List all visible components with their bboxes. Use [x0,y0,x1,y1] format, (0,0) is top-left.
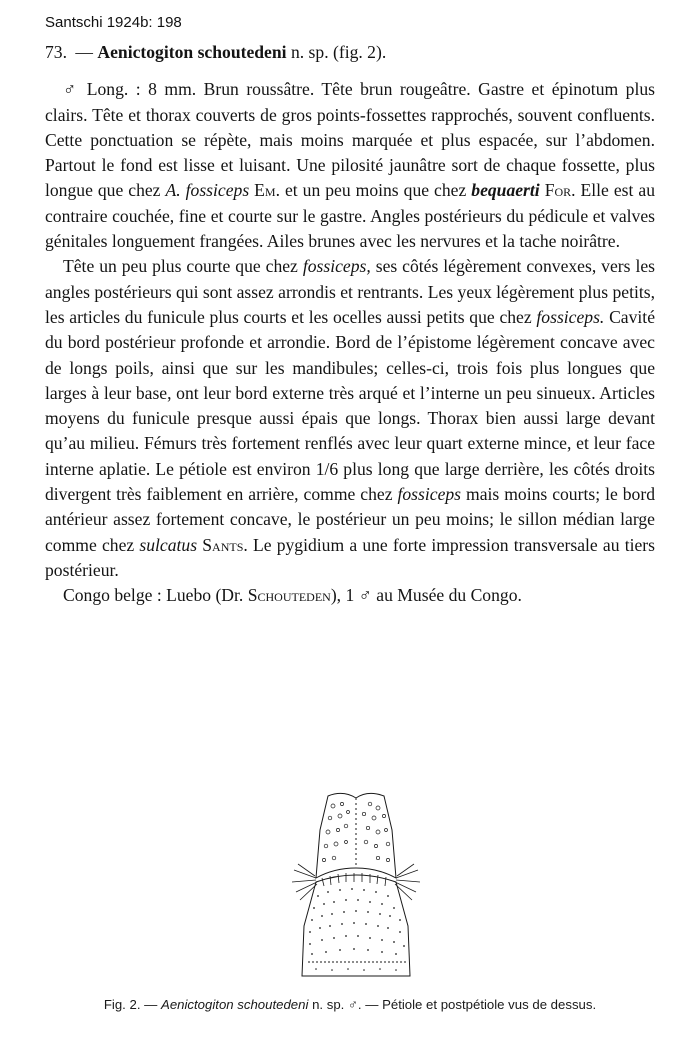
text-run: n. sp. [308,997,348,1012]
locality-paragraph [45,583,655,608]
author-abbrev: Em. [249,180,280,201]
collector-name: Schouteden [247,585,331,606]
description-paragraph-1 [45,77,655,254]
text-run: au Musée du Congo. [371,585,522,606]
italic-taxon: A. fossiceps [165,180,250,201]
italic-taxon: Aenictogiton schoutedeni [161,997,309,1012]
text-run: ), 1 [330,585,359,606]
species-name: Aenictogiton schoutedeni [97,42,287,62]
text-run: mais moins courts; le bord antérieur assez fortement concave, le postérieur un peu moins; le sillon médian large comme chez [45,484,655,555]
text-run: Fig. 2. — [103,997,162,1012]
heading-dash: — [75,42,93,62]
italic-taxon: fossiceps. [536,306,605,327]
author-abbrev: For. [544,180,576,201]
figure-caption [45,997,655,1012]
italic-taxon: fossiceps [397,484,462,505]
italic-taxon: sulcatus [139,534,198,555]
article-body [45,40,655,609]
male-symbol: ♂ [348,997,358,1012]
heading-suffix: n. sp. (fig. 2). [290,42,387,62]
italic-taxon: bequaerti [471,180,540,201]
species-heading [45,40,655,65]
text-run: Congo belge : Luebo (Dr. [63,585,248,606]
male-symbol: ♂ [63,79,80,100]
text-run: ses côtés légèrement convexes, vers les angles postérieurs qui sont assez arrondis et rentrants. Les yeux légèrement plus petits, les articles du funicule plus courts et les ocelles aussi petits que chez [45,256,655,327]
italic-taxon: fossiceps, [302,256,371,277]
text-run: Tête un peu plus courte que chez [63,256,303,277]
male-symbol: ♂ [358,585,372,606]
text-run: Long. : 8 mm. Brun roussâtre. Tête brun rougeâtre. Gastre et épinotum plus clairs. Tête et thorax couverts de gros points-fossettes rapprochés, souvent confluents. Cette ponctuation se répète, mais moins marquée et plus espacée, sur l’abdomen. Partout le fond est lisse et luisant. Une pilosité jaunâtre sort de chaque fossette, plus longue que chez [45,79,655,201]
text-run: Cavité du bord postérieur profonde et arrondie. Bord de l’épistome légèrement concave avec de longs poils, ainsi que sur les mandibules; celles-ci, trois fois plus longues que larges à leur base, ont leur bord externe très arqué et l’interne un peu sinueux. Articles moyens du funicule presque aussi épais que longs. Thorax bien aussi large devant qu’au milieu. Fémurs très fortement renflés avec leur quart externe mince, et leur face interne aplatie. Le pétiole est environ 1/6 plus long que large derrière, les côtés droits divergent très faiblement en arrière, comme chez [45,306,655,505]
text-run: Elle est au contraire couchée, fine et courte sur le gastre. Angles postérieurs du pédicule et valves génitales longuement frangées. Ailes brunes avec les nervures et la tache noirâtre. [45,180,656,252]
petiole-figure [288,786,424,986]
text-run: . — Pétiole et postpétiole vus de dessus. [357,997,597,1012]
source-label: Santschi 1924b: 198 [45,14,182,31]
text-run: Le pygidium a une forte impression transversale au tiers postérieur. [45,534,656,580]
author-abbrev: Sants. [197,534,248,555]
species-number: 73. [45,42,67,62]
description-paragraph-2 [45,254,655,583]
text-run: et un peu moins que chez [279,180,472,201]
